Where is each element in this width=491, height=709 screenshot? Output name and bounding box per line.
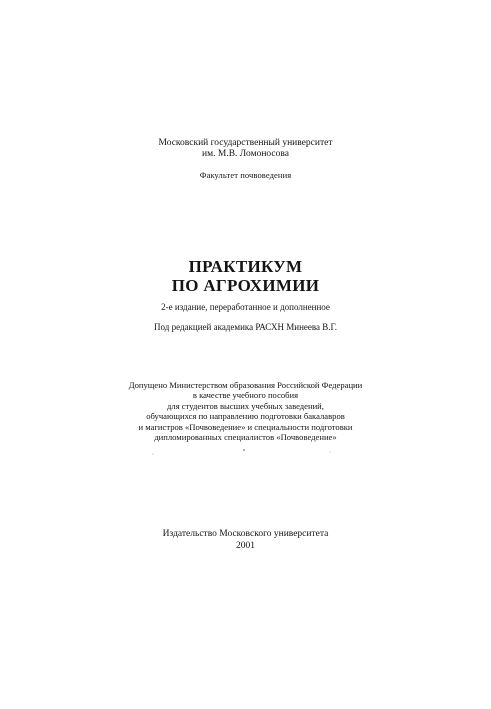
edition-note — [0, 302, 491, 313]
university-name: Московский государственный университет — [158, 138, 333, 148]
scan-speck — [330, 452, 331, 453]
approval-line: дипломированных специалистов «Почвоведение» — [154, 432, 337, 443]
publication-year: 2001 — [236, 541, 255, 551]
book-title-line-1: ПРАКТИКУМ — [188, 257, 303, 276]
publisher-name: Издательство Московского университета — [162, 529, 329, 539]
book-title — [0, 257, 491, 295]
approval-line: и магистров «Почвоведение» и специальности подготовки — [138, 421, 353, 432]
scan-speck — [243, 449, 245, 451]
book-title-line-2: ПО АГРОХИМИИ — [171, 276, 320, 295]
edition-text: 2-е издание, переработанное и дополненное — [161, 302, 330, 312]
university-named-after: им. М.В. Ломоносова — [202, 149, 289, 159]
editor-text: Под редакцией академика РАСХН Минеева В.Г. — [154, 322, 337, 332]
editor-note — [0, 322, 491, 333]
approval-line: Допущено Министерством образования Российской Федерации — [128, 380, 363, 390]
approval-line: обучающихся по направлению подготовки бакалавров — [146, 411, 345, 422]
approval-line: в качестве учебного пособия — [192, 390, 299, 401]
faculty-name: Факультет почвоведения — [199, 170, 292, 180]
publisher-block — [0, 528, 491, 552]
approval-statement — [0, 380, 491, 442]
scan-speck — [153, 454, 154, 455]
approval-line: для студентов высших учебных заведений, — [167, 400, 324, 411]
affiliation-block — [0, 138, 491, 181]
